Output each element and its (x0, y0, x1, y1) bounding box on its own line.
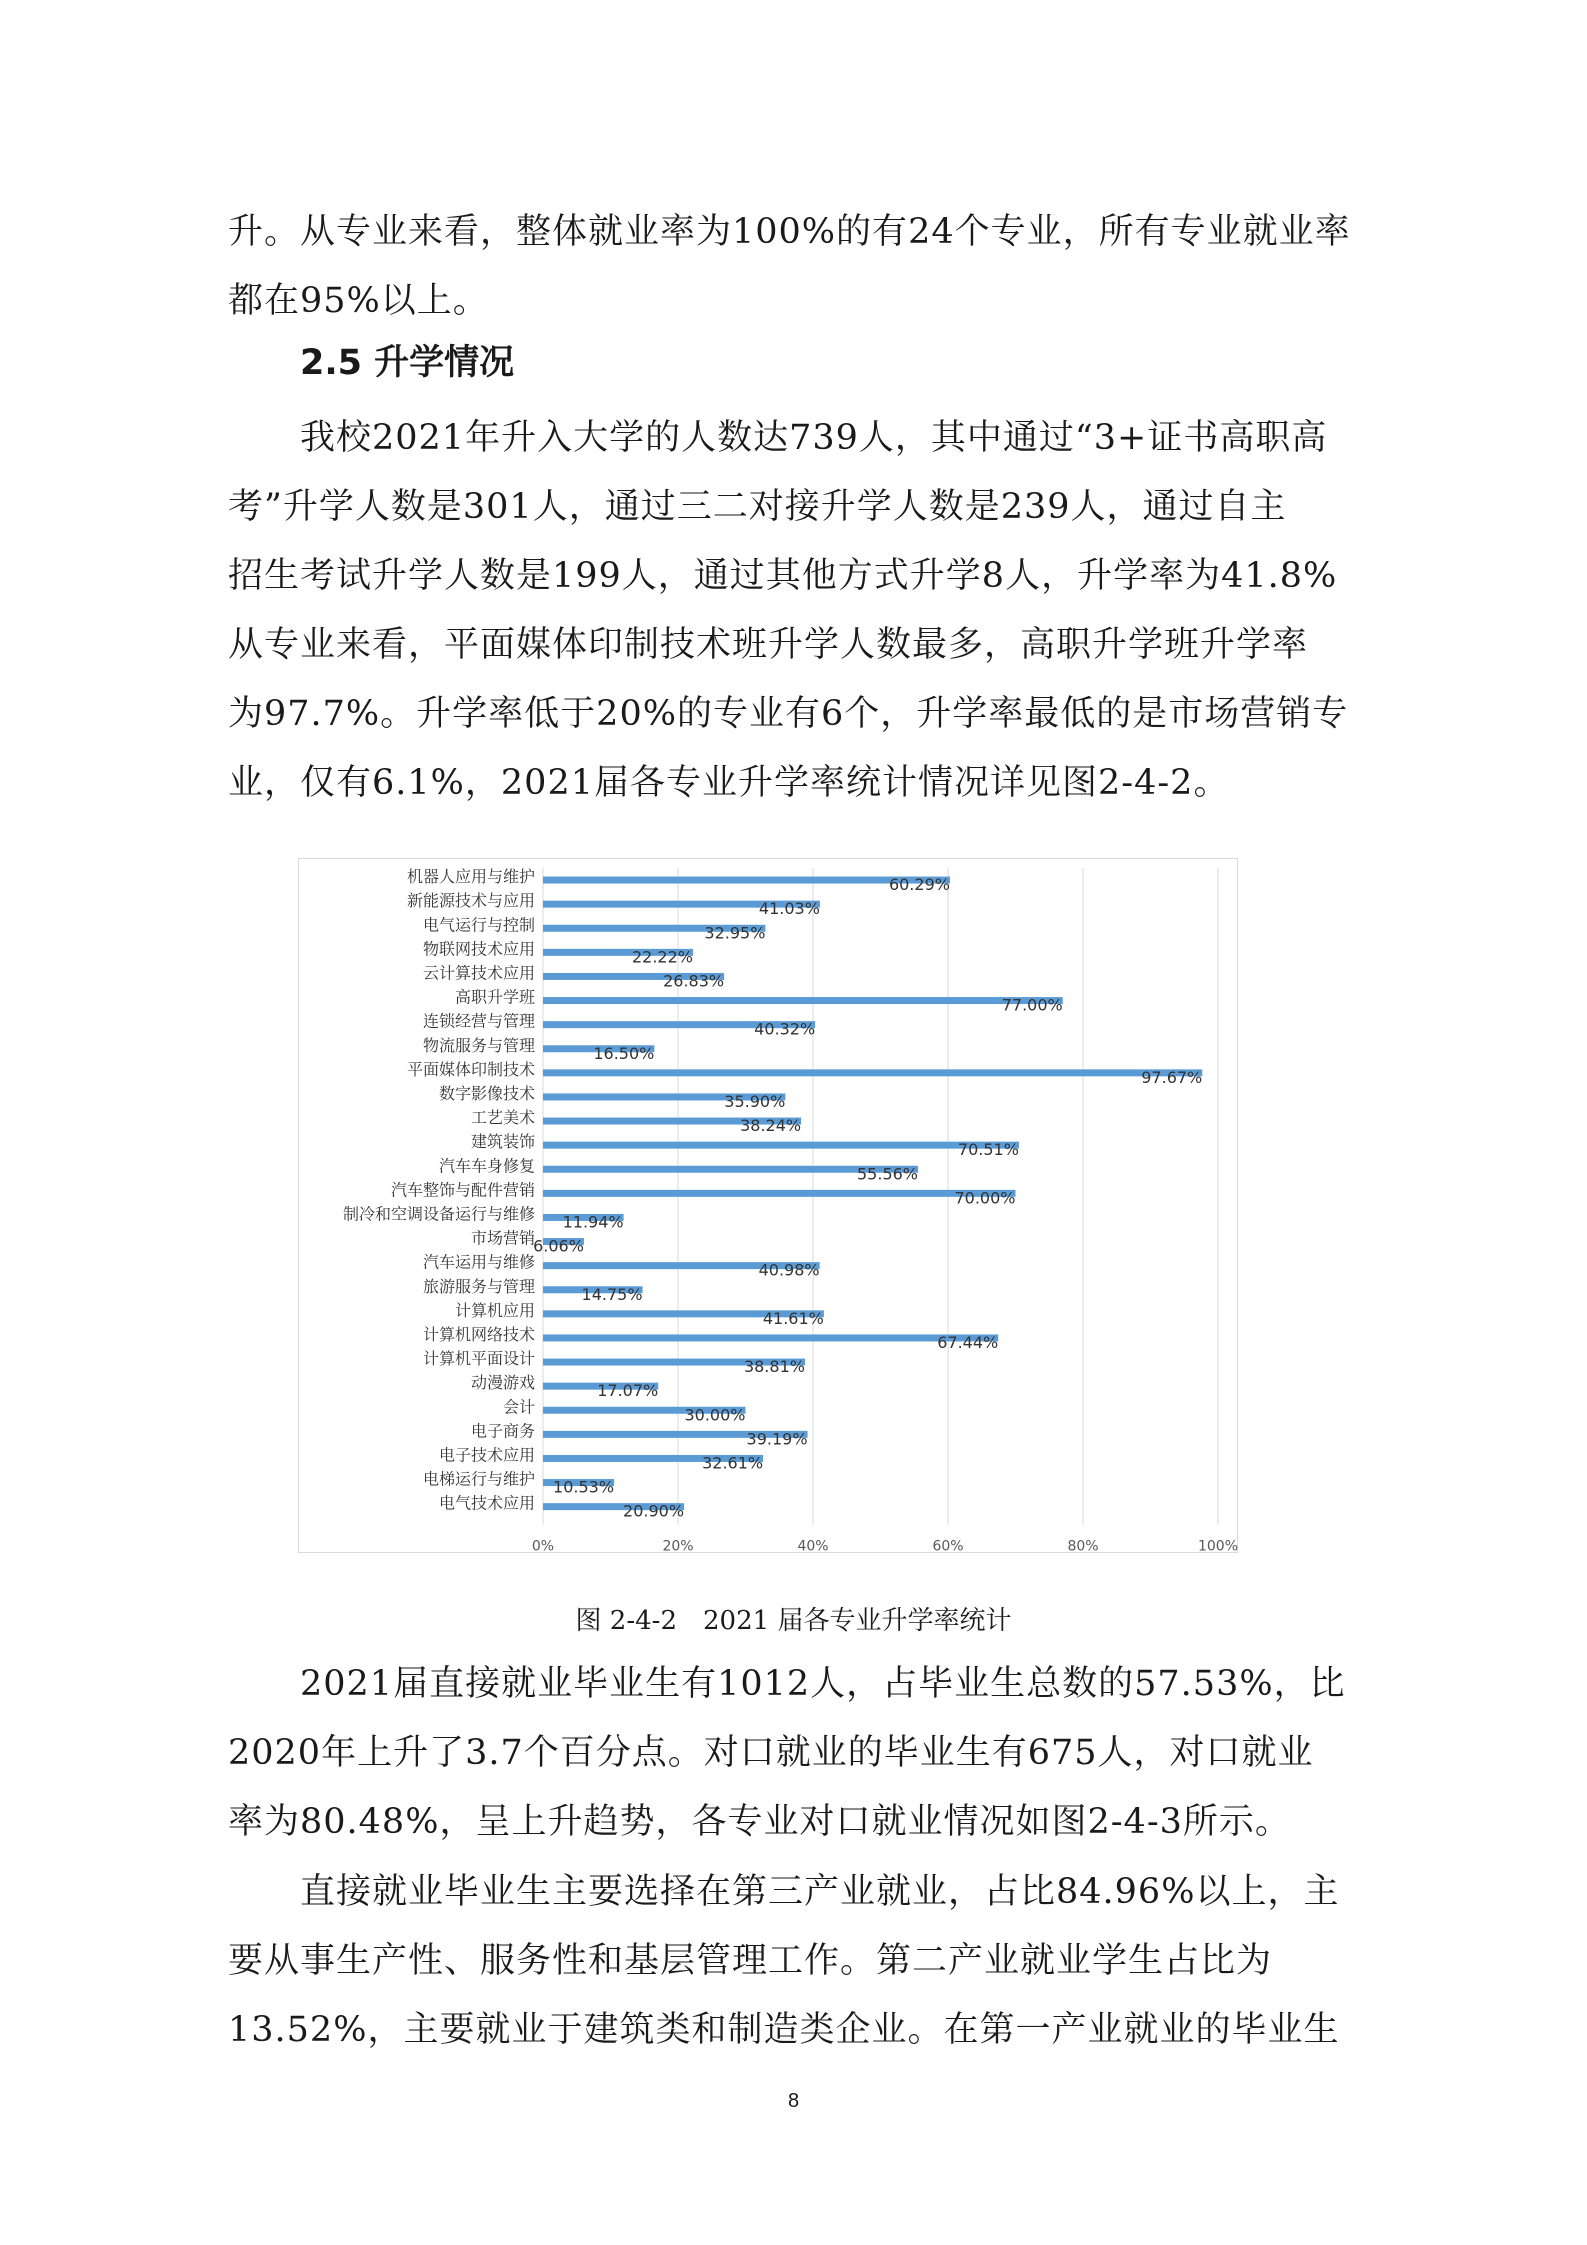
data-label: 32.95% (704, 923, 766, 943)
x-tick-label: 100% (1197, 1538, 1238, 1553)
data-label: 6.06% (533, 1236, 584, 1256)
x-tick-label: 60% (932, 1538, 964, 1553)
text-line: 要从事生产性、服务性和基层管理工作。第二产业就业学生占比为 (228, 1941, 1273, 1981)
text-line: 率为80.48%，呈上升趋势，各专业对口就业情况如图2-4-3所示。 (228, 1802, 1291, 1842)
text-line: 业，仅有6.1%，2021届各专业升学率统计情况详见图2-4-2。 (228, 763, 1230, 803)
data-label: 55.56% (857, 1164, 919, 1184)
text-line: 升。从专业来看，整体就业率为100%的有24个专业，所有专业就业率 (228, 212, 1351, 252)
bar (543, 1334, 998, 1341)
intro-paragraph (228, 198, 1368, 336)
bar (543, 997, 1063, 1004)
data-label: 30.00% (684, 1405, 746, 1425)
x-tick-label: 20% (662, 1538, 694, 1553)
category-label: 工艺美术 (470, 1108, 535, 1128)
x-tick-label: 0% (531, 1538, 555, 1553)
enrollment-rate-chart (298, 858, 1238, 1553)
data-label: 77.00% (1001, 995, 1063, 1015)
category-label: 高职升学班 (454, 987, 535, 1007)
text-line: 都在95%以上。 (228, 281, 489, 321)
category-label: 云计算技术应用 (422, 963, 535, 983)
category-label: 旅游服务与管理 (422, 1276, 535, 1296)
data-label: 17.07% (597, 1381, 659, 1401)
category-label: 新能源技术与应用 (406, 891, 535, 911)
bar-chart-svg (298, 858, 1238, 1553)
text-line: 我校2021年升入大学的人数达739人，其中通过“3+证书高职高 (300, 418, 1328, 458)
data-label: 67.44% (937, 1332, 999, 1352)
data-label: 32.61% (702, 1453, 764, 1473)
page-number: 8 (787, 2090, 800, 2112)
category-label: 计算机网络技术 (422, 1324, 535, 1344)
industry-paragraph (228, 1858, 1368, 2065)
text-line: 2020年上升了3.7个百分点。对口就业的毕业生有675人，对口就业 (228, 1733, 1314, 1773)
category-label: 机器人应用与维护 (406, 867, 535, 887)
data-label: 40.98% (758, 1260, 820, 1280)
enrollment-paragraph (228, 404, 1368, 818)
category-label: 连锁经营与管理 (422, 1011, 535, 1031)
data-label: 14.75% (581, 1284, 643, 1304)
category-label: 电气运行与控制 (422, 915, 535, 935)
category-label: 物流服务与管理 (422, 1035, 535, 1055)
data-label: 16.50% (593, 1043, 655, 1063)
x-tick-label: 40% (797, 1538, 829, 1553)
category-label: 汽车运用与维修 (422, 1252, 535, 1272)
bar (543, 1142, 1019, 1149)
data-label: 11.94% (562, 1212, 624, 1232)
category-label: 电子商务 (470, 1421, 535, 1441)
bar (543, 1069, 1202, 1076)
employment-paragraph (228, 1650, 1368, 1857)
data-label: 39.19% (746, 1429, 808, 1449)
category-label: 计算机应用 (454, 1300, 535, 1320)
text-line: 13.52%，主要就业于建筑类和制造类企业。在第一产业就业的毕业生 (228, 2010, 1340, 2050)
category-label: 物联网技术应用 (422, 939, 535, 959)
data-label: 60.29% (888, 875, 950, 895)
data-label: 41.61% (762, 1308, 824, 1328)
bar (543, 1190, 1016, 1197)
text-line: 直接就业毕业生主要选择在第三产业就业，占比84.96%以上，主 (300, 1872, 1340, 1912)
category-label: 电梯运行与维护 (422, 1469, 535, 1489)
x-tick-label: 80% (1067, 1538, 1099, 1553)
data-label: 70.00% (954, 1188, 1016, 1208)
category-label: 数字影像技术 (438, 1083, 535, 1103)
data-label: 22.22% (631, 947, 693, 967)
data-label: 26.83% (663, 971, 725, 991)
category-label: 电子技术应用 (438, 1445, 535, 1465)
category-label: 制冷和空调设备运行与维修 (342, 1204, 535, 1224)
category-label: 建筑装饰 (470, 1132, 535, 1152)
text-line: 从专业来看，平面媒体印制技术班升学人数最多，高职升学班升学率 (228, 625, 1309, 665)
data-label: 38.81% (743, 1357, 805, 1377)
category-label: 电气技术应用 (438, 1493, 535, 1513)
section-heading: 2.5 升学情况 (300, 343, 515, 383)
data-label: 40.32% (754, 1019, 816, 1039)
category-label: 汽车整饰与配件营销 (390, 1180, 535, 1200)
data-label: 38.24% (740, 1116, 802, 1136)
category-label: 市场营销 (470, 1228, 535, 1248)
category-label: 计算机平面设计 (422, 1349, 535, 1369)
category-label: 平面媒体印制技术 (406, 1059, 535, 1079)
category-label: 动漫游戏 (470, 1373, 535, 1393)
data-label: 70.51% (957, 1140, 1019, 1160)
figure-caption: 图 2-4-2 2021 届各专业升学率统计 (575, 1606, 1012, 1636)
data-label: 10.53% (553, 1477, 615, 1497)
data-label: 41.03% (758, 899, 820, 919)
data-label: 35.90% (724, 1091, 786, 1111)
text-line: 考”升学人数是301人，通过三二对接升学人数是239人，通过自主 (228, 487, 1287, 527)
data-label: 97.67% (1141, 1067, 1203, 1087)
category-label: 汽车车身修复 (438, 1156, 535, 1176)
category-label: 会计 (502, 1397, 535, 1417)
data-label: 20.90% (623, 1501, 685, 1521)
text-line: 招生考试升学人数是199人，通过其他方式升学8人，升学率为41.8% (228, 556, 1338, 596)
text-line: 2021届直接就业毕业生有1012人，占毕业生总数的57.53%，比 (300, 1664, 1346, 1704)
text-line: 为97.7%。升学率低于20%的专业有6个，升学率最低的是市场营销专 (228, 694, 1349, 734)
